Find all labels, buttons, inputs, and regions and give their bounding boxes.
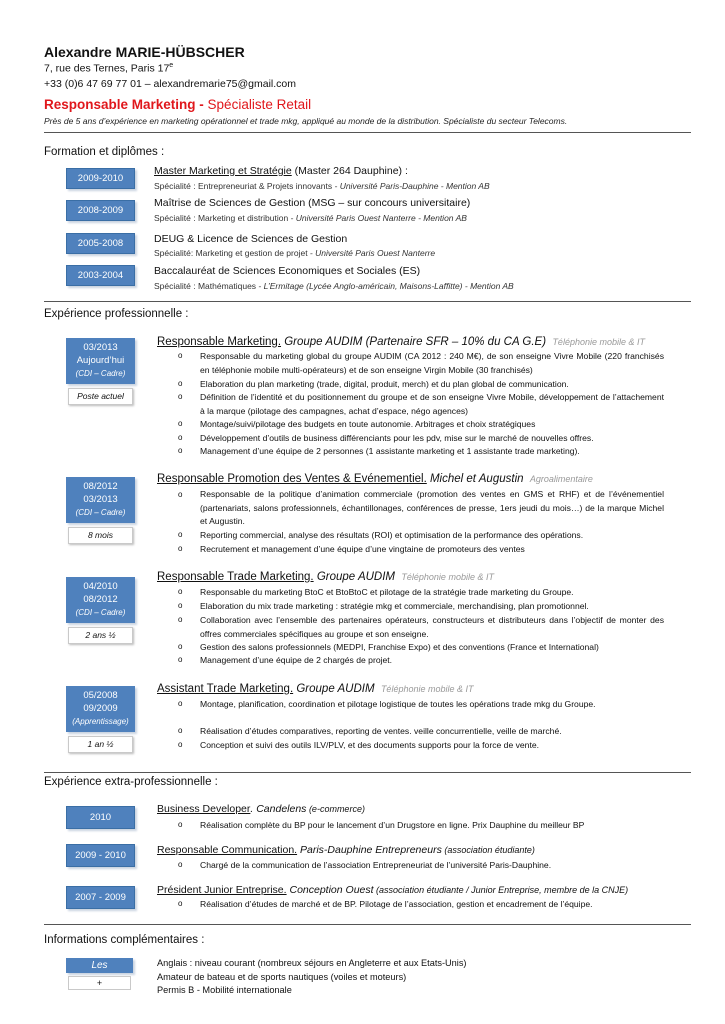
edu-date-box: 2008-2009 (66, 200, 135, 221)
extra-date-box: 2009 - 2010 (66, 844, 135, 867)
divider (44, 301, 691, 302)
candidate-name: Alexandre MARIE-HÜBSCHER (44, 44, 245, 60)
info-line: Amateur de bateau et de sports nautiques (voiles et moteurs) (157, 972, 407, 982)
extra-bullet: Chargé de la communication de l’association Entrepreneuriat de l’université Paris-Dauphine. (200, 860, 552, 870)
job-bullet: Définition de l’identité et du positionnement du groupe et de son enseigne Vivre Mobile, développement de l’attachement à la marque (pilotage des campagnes, achat d’espace, négo agences) (200, 392, 664, 416)
job-bullet: Réalisation d’études comparatives, reporting de ventes. veille concurrentielle, veille de marché. (200, 726, 562, 736)
job-title: Responsable Marketing. Groupe AUDIM (Partenaire SFR – 10% du CA G.E) Téléphonie mobile & IT (157, 336, 645, 348)
job-bullet: Recrutement et management d’une équipe d’une vingtaine de promoteurs des ventes (200, 544, 525, 554)
extra-title: Responsable Communication. Paris-Dauphine Entrepreneurs (association étudiante) (157, 844, 535, 856)
job-bullet: Montage, planification, coordination et pilotage logistique de toutes les opérations trade mkg du Groupe. (200, 699, 596, 709)
contact-line: +33 (0)6 47 69 77 01 – alexandremarie75@gmail.com (44, 78, 297, 90)
job-bullet: Collaboration avec l’ensemble des partenaires opérateurs, constructeurs et distributeurs dans l’objectif de monter des offres commerciales spécifiques au groupe et son enseigne. (200, 615, 664, 639)
profile-summary: Près de 5 ans d’expérience en marketing opérationnel et trade mkg, appliqué au monde de la distribution. Spécialiste du secteur Telecoms. (44, 116, 568, 126)
edu-date-box: 2005-2008 (66, 233, 135, 254)
edu-specialty: Spécialité : Entrepreneuriat & Projets innovants - Université Paris-Dauphine - Mention AB (154, 181, 490, 191)
extra-title: Business Developer. Candelens (e-commerce) (157, 803, 365, 815)
job-bullet: Gestion des salons professionnels (MEDPI, Franchise Expo) et des conventions (France et International) (200, 642, 599, 652)
job-bullet: Responsable de la politique d’animation commerciale (promotion des ventes en GMS et RHF) et de l’événementiel (partenariats, salons professionnels, échantillonages, conférences de presse, 1ers jeudi du mois…) de la marque Michel et Augustin. (200, 489, 664, 526)
address: 7, rue des Ternes, Paris 17e (44, 62, 174, 75)
divider (44, 924, 691, 925)
job-bullet: Reporting commercial, analyse des résultats (ROI) et optimisation de la performance des opérations. (200, 530, 584, 540)
job-bullet: Développement d’outils de business différenciants pour les pdv, mise sur le marché de nouvelles offres. (200, 433, 594, 443)
edu-title: Baccalauréat de Sciences Economiques et Sociales (ES) (154, 265, 421, 277)
section-heading-education: Formation et diplômes : (44, 146, 165, 158)
edu-title: Maîtrise de Sciences de Gestion (MSG – sur concours universitaire) (154, 197, 471, 209)
extra-bullet: Réalisation complète du BP pour le lancement d’un Drugstore en ligne. Prix Dauphine du meilleur BP (200, 820, 585, 830)
job-bullet: Management d’une équipe de 2 personnes (1 assistante marketing et 1 assistante trade marketing). (200, 446, 580, 456)
edu-date-box: 2003-2004 (66, 265, 135, 286)
edu-specialty: Spécialité : Mathématiques - L’Ermitage (Lycée Anglo-américain, Maisons-Laffitte) - Mention AB (154, 281, 514, 291)
extra-date-box: 2010 (66, 806, 135, 829)
edu-title: DEUG & Licence de Sciences de Gestion (154, 233, 348, 245)
job-bullet: Montage/suivi/pilotage des budgets en toute autonomie. Arbitrages et choix stratégiques (200, 419, 536, 429)
job-date-box: 05/2008 09/2009 (Apprentissage) 1 an ½ (66, 686, 135, 753)
job-duration: Poste actuel (68, 388, 133, 405)
job-duration: 8 mois (68, 527, 133, 544)
job-target-title: Responsable Marketing - Spécialiste Retail (44, 97, 312, 112)
section-heading-info: Informations complémentaires : (44, 934, 205, 946)
job-date-box: 08/2012 03/2013 (CDI – Cadre) 8 mois (66, 477, 135, 544)
job-date-box: 03/2013 Aujourd’hui (CDI – Cadre) Poste actuel (66, 338, 135, 405)
job-duration: 1 an ½ (68, 736, 133, 753)
section-heading-extra: Expérience extra-professionnelle : (44, 776, 218, 788)
section-heading-experience: Expérience professionnelle : (44, 308, 189, 320)
job-title: Responsable Trade Marketing. Groupe AUDIM Téléphonie mobile & IT (157, 571, 494, 583)
edu-title: Master Marketing et Stratégie (Master 264 Dauphine) : (154, 165, 408, 177)
job-bullet: Management d’une équipe de 2 chargés de projet. (200, 655, 393, 665)
divider (44, 772, 691, 773)
divider (44, 132, 691, 133)
info-line: Permis B - Mobilité internationale (157, 985, 292, 995)
job-bullet: Responsable du marketing BtoC et BtoBtoC et pilotage de la stratégie trade marketing du Groupe. (200, 587, 574, 597)
job-duration: 2 ans ½ (68, 627, 133, 644)
job-title: Responsable Promotion des Ventes & Evénementiel. Michel et Augustin Agroalimentaire (157, 473, 593, 485)
job-title: Assistant Trade Marketing. Groupe AUDIM Téléphonie mobile & IT (157, 683, 474, 695)
job-bullet: Elaboration du mix trade marketing : stratégie mkg et commerciale, merchandising, plan promotionnel. (200, 601, 589, 611)
job-date-box: 04/2010 08/2012 (CDI – Cadre) 2 ans ½ (66, 577, 135, 644)
extra-bullet: Réalisation d’études de marché et de BP. Pilotage de l’association, gestion et encadrement de l’équipe. (200, 899, 593, 909)
info-line: Anglais : niveau courant (nombreux séjours en Angleterre et aux Etats-Unis) (157, 958, 467, 968)
info-box: Les + (66, 958, 133, 990)
edu-specialty: Spécialité : Marketing et distribution - Université Paris Ouest Nanterre - Mention AB (154, 213, 467, 223)
extra-date-box: 2007 - 2009 (66, 886, 135, 909)
edu-date-box: 2009-2010 (66, 168, 135, 189)
job-bullet: Responsable du marketing global du groupe AUDIM (CA 2012 : 240 M€), de son enseigne Vivre Mobile (220 franchisés en téléphonie mobile multi-opérateurs) et de son enseigne Virgin Mobile (30 franchisés) (200, 351, 664, 375)
job-bullet: Elaboration du plan marketing (trade, digital, produit, merch) et du plan global de communication. (200, 379, 569, 389)
edu-specialty: Spécialité: Marketing et gestion de projet - Université Paris Ouest Nanterre (154, 248, 436, 258)
job-bullet: Conception et suivi des outils ILV/PLV, et des documents supports pour la force de vente. (200, 740, 540, 750)
extra-title: Président Junior Entreprise. Conception Ouest (association étudiante / Junior Entreprise, membre de la CNJE) (157, 884, 629, 896)
